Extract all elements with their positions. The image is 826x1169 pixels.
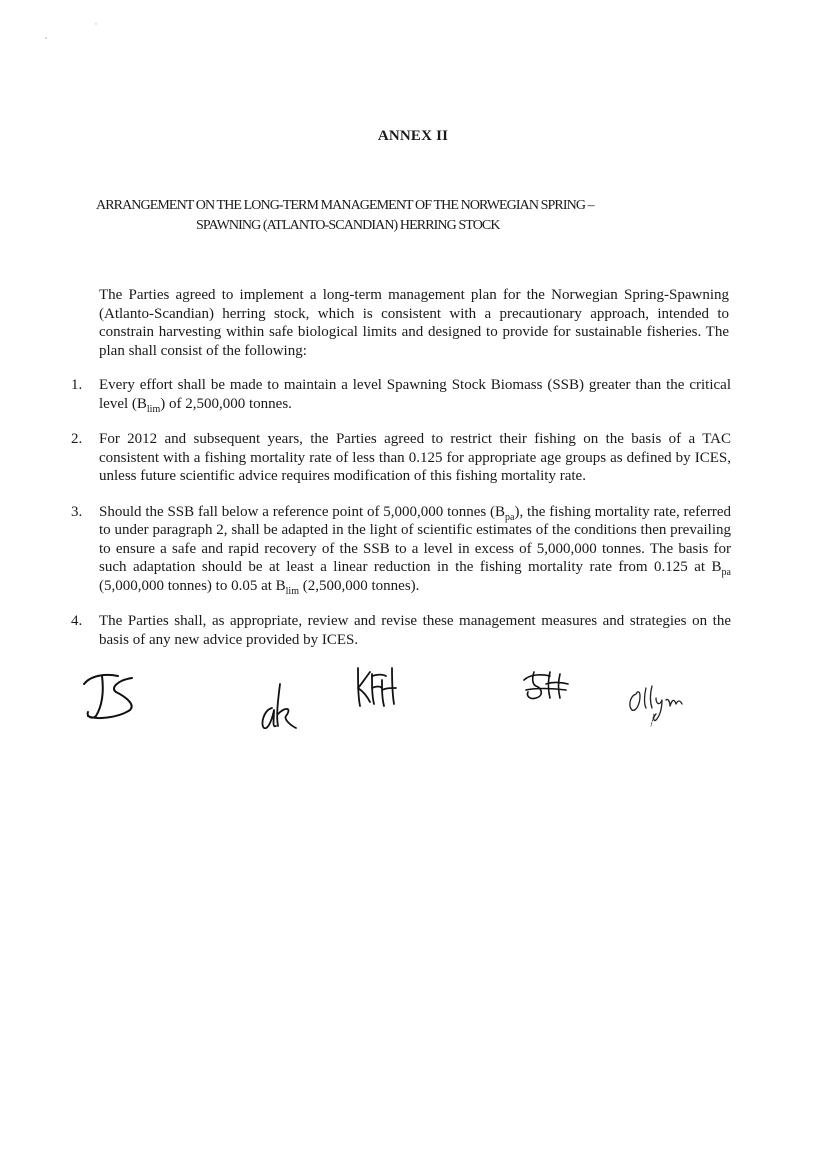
list-item-text: ), the fishing mortality rate, referred to under paragraph 2, shall be adapted in the light of scientific estimates of the conditions then prevailing to ensure a safe and rapid recovery of the SSB to a level in excess of 5,000,000 tonnes. The basis for such adaptation should be at least a linear reduction in the fishing mortality rate from 0.125 at B (99, 503, 731, 575)
signature-2 (256, 680, 306, 741)
subscript: lim (146, 403, 161, 415)
list-item-number: 4. (71, 613, 83, 629)
numbered-list (71, 376, 731, 649)
subscript: lim (285, 585, 299, 597)
signature-1 (78, 666, 148, 731)
list-item-4 (71, 612, 731, 649)
list-item-number: 1. (71, 377, 83, 393)
arrangement-heading-line-1: ARRANGEMENT ON THE LONG-TERM MANAGEMENT OF THE NORWEGIAN SPRING – (96, 198, 594, 213)
list-item-number: 3. (71, 503, 83, 520)
annex-title: ANNEX II (377, 128, 449, 144)
signature-5 (626, 684, 696, 733)
list-item-3 (71, 503, 731, 596)
list-item-2 (71, 430, 731, 486)
list-item-text: For 2012 and subsequent years, the Parties agreed to restrict their fishing on the basis of a TAC consistent with a fishing mortality rate of less than 0.125 for appropriate age groups as defined by ICES, unless future scientific advice requires modification of this fishing mortality rate. (99, 431, 731, 484)
arrangement-heading-line-2: SPAWNING (ATLANTO-SCANDIAN) HERRING STOCK (196, 218, 500, 233)
list-item-1 (71, 376, 731, 413)
intro-paragraph: The Parties agreed to implement a long-term management plan for the Norwegian Spring-Spawning (Atlanto-Scandian) herring stock, which is consistent with a precautionary approach, intended to constrain harvesting within safe biological limits and designed to provide for sustainable fisheries. The plan shall consist of the following: (99, 287, 729, 359)
list-item-text: Every effort shall be made to maintain a level Spawning Stock Biomass (SSB) greater than the critical level (B (99, 377, 731, 412)
list-item-text: Should the SSB fall below a reference point of 5,000,000 tonnes (B (99, 503, 506, 520)
signatures-row (60, 660, 760, 740)
list-item-number: 2. (71, 431, 83, 447)
list-item-text: (2,500,000 tonnes). (299, 577, 420, 594)
list-item-text: The Parties shall, as appropriate, review and revise these management measures and strategies on the basis of any new advice provided by ICES. (99, 613, 731, 648)
subscript: pa (721, 567, 731, 578)
list-item-text: (5,000,000 tonnes) to 0.05 at B (99, 577, 286, 594)
signature-4 (520, 668, 572, 709)
subscript: pa (505, 511, 515, 523)
list-item-text: ) of 2,500,000 tonnes. (160, 395, 292, 412)
scan-specks (44, 18, 104, 48)
signature-3 (352, 662, 400, 717)
arrangement-heading (96, 196, 736, 236)
